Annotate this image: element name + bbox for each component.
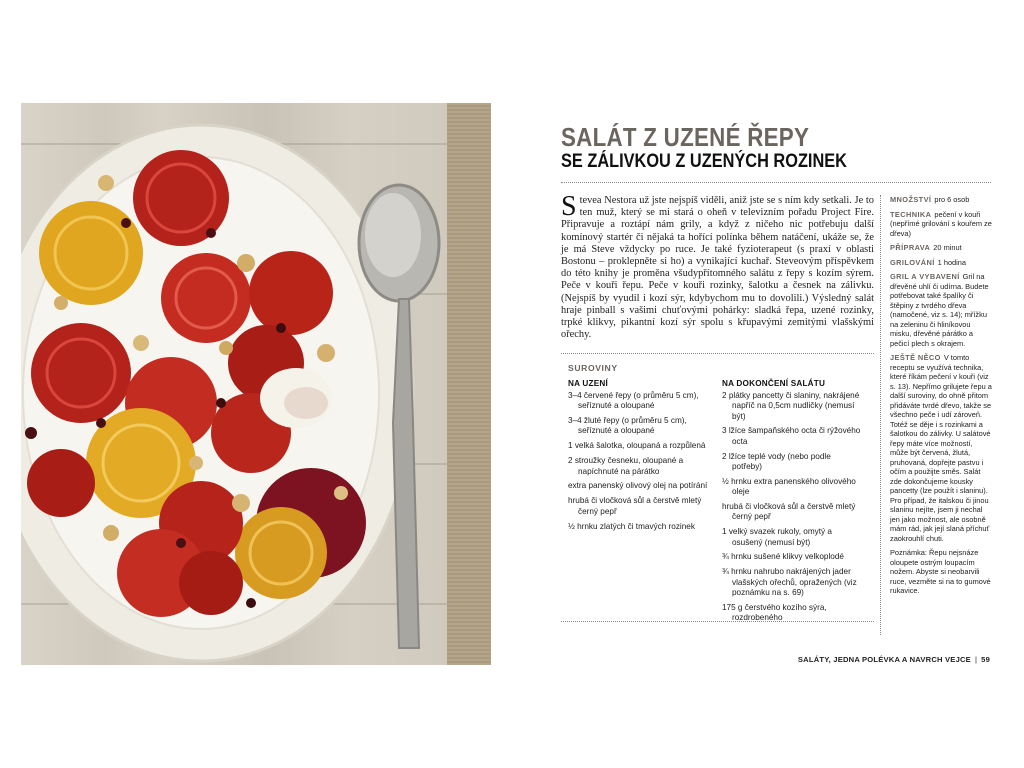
servings-info — [890, 195, 992, 205]
ingredient-item: hrubá či vločková sůl a čerstvě mletý černý pepř — [568, 496, 702, 516]
ingredient-item: 3–4 červené řepy (o průměru 5 cm), seříznuté a oloupané — [568, 391, 699, 411]
goat-cheese — [260, 368, 332, 428]
ingredient-item: 2 plátky pancetty či slaniny, nakrájené napříč na 0,5cm nudličky (nemusí být) — [722, 391, 860, 421]
intro-text: tevea Nestora už jste nejspíš viděli, aniž jste se s ním kdy setkali. Je to ten muž, který se mi stará o oheň v televizním pořadu Project Fire. Připravuje a roztápí nám grily, a když z ničeho nic potřebuju další komínový startér či nějaká ta hořící polínka během natáčení, ukáže se, že je má Steve vždycky po ruce. Je také fyzioterapeut (s praxí v oblasti Bostonu – proklepněte si ho) a vynikající kuchař. Steveovým příspěvkem do této knihy je proměna všudypřítomného salátu z řepy s kozím sýrem. Peče v kouři řepu. Peče v kouři rozinky, šalotku a česnek na zálivku. (Nejspíš by vyudil i kozí sýr, kdybychom mu to dovolili.) Výsledný salát hraje pinball s vašimi chuťovými pohárky: sladká řepa, uzené rozinky, trpké klikvy, pikantní kozí sýr spolu s křupavými zemitými vlašskými ořechy. — [561, 195, 874, 341]
ingredient-item: 3–4 žluté řepy (o průměru 5 cm), seříznuté a oloupané — [568, 416, 687, 436]
ingredient-item: ¾ hrnku sušené klikvy velkoplodé — [722, 552, 844, 562]
recipe-photo — [21, 103, 491, 665]
intro-paragraph — [561, 191, 874, 341]
technique-label: TECHNIKA — [890, 209, 932, 219]
extra-label: JEŠTĚ NĚCO — [890, 353, 941, 362]
equipment-info — [890, 272, 992, 348]
drop-cap: S — [561, 191, 577, 222]
prep-info — [890, 243, 992, 253]
grilling-info — [890, 258, 992, 268]
ingredients-column-finishing — [722, 379, 862, 628]
ingredient-item: 2 lžíce teplé vody (nebo podle potřeby) — [722, 451, 831, 471]
recipe-subtitle: SE ZÁLIVKOU Z UZENÝCH ROZINEK — [561, 151, 847, 172]
beet-salad-illustration — [21, 103, 491, 665]
extra-value: V tomto receptu se využívá technika, které říkám pečení v kouři (viz s. 13). Nepřímo grilujete řepu a další suroviny, do ohně přitom přidáváte tvrdé dřevo, takže se všechno peče i udí zároveň. Totéž se děje i s rozinkami a šalotkou do zálivky. U salátové řepy máte více možností, může být červená, žlutá, pruhovaná, dopřejte pastvu i očím a použijte směs. Salát zde dokončujeme kousky pancetty (lze použít i slaninu). Pro případ, že italskou či jinou slaninu nejíte, jsem ji nechal jen jako možnost, ale osobně mám rád, jak její slaná příchuť zaokrouhlí chuti. — [890, 353, 992, 543]
technique-info — [890, 210, 992, 239]
ingredients-column-smoking — [568, 379, 708, 536]
footer-separator: | — [974, 655, 978, 664]
grilling-label: GRILOVÁNÍ — [890, 257, 935, 267]
ingredient-item: 2 stroužky česneku, oloupané a napíchnuté na párátko — [568, 456, 684, 476]
ingredients-list — [568, 391, 708, 532]
ingredient-item: ½ hrnku extra panenského olivového oleje — [722, 476, 856, 497]
prep-value: 20 minut — [933, 243, 962, 252]
prep-label: PŘÍPRAVA — [890, 243, 931, 252]
ingredients-column-title: NA UZENÍ — [568, 379, 608, 388]
ingredients-heading: SUROVINY — [568, 363, 618, 373]
servings-value: pro 6 osob — [934, 195, 970, 204]
recipe-sidebar — [890, 195, 992, 601]
ingredient-item: 1 velká šalotka, oloupaná a rozpůlená — [568, 441, 706, 451]
section-name: SALÁTY, JEDNA POLÉVKA A NAVRCH VEJCE — [797, 655, 971, 664]
equipment-value: Gril na dřevěné uhlí či udírna. Budete potřebovat také špalíky či štěpiny z tvrdého dřeva (namočené, viz s. 14); mřížku na zeleninu či hliníkovou misku, dřevěné párátko a pečicí plech s okrajem. — [890, 272, 989, 348]
ingredients-list — [722, 391, 862, 623]
divider-bottom — [561, 621, 874, 622]
technique-value: pečení v kouři (nepřímé grilování s kouřem ze dřeva) — [890, 209, 992, 238]
page-footer — [798, 655, 990, 664]
divider-top — [561, 182, 991, 183]
equipment-label: GRIL A VYBAVENÍ — [890, 272, 960, 281]
ingredient-item: 175 g čerstvého kozího sýra, rozdrobeného — [722, 602, 827, 623]
ingredient-item: 1 velký svazek rukoly, omytý a osušený (nemusí být) — [722, 527, 832, 547]
divider-middle — [561, 353, 874, 354]
grilling-value: 1 hodina — [937, 257, 967, 267]
extra-info — [890, 353, 992, 543]
ingredients-column-title: NA DOKONČENÍ SALÁTU — [722, 379, 826, 388]
ingredient-item: ¾ hrnku nahrubo nakrájených jader vlašských ořechů, opražených (viz poznámku na s. 69) — [722, 567, 857, 597]
recipe-title: SALÁT Z UZENÉ ŘEPY — [561, 122, 810, 152]
servings-label: MNOŽSTVÍ — [890, 195, 932, 204]
ingredient-item: hrubá či vločková sůl a čerstvě mletý černý pepř — [722, 502, 856, 522]
ingredient-item: 3 lžíce šampaňského octa či rýžového octa — [722, 426, 861, 446]
sidebar-divider — [880, 195, 881, 635]
ingredient-item: extra panenský olivový olej na potírání — [568, 481, 708, 491]
page-number: 59 — [981, 655, 990, 664]
note: Poznámka: Řepu nejsnáze oloupete ostrým loupacím nožem. Abyste si neobarvili ruce, vezměte si na to gumové rukavice. — [890, 548, 991, 595]
ingredient-item: ½ hrnku zlatých či tmavých rozinek — [568, 521, 695, 531]
